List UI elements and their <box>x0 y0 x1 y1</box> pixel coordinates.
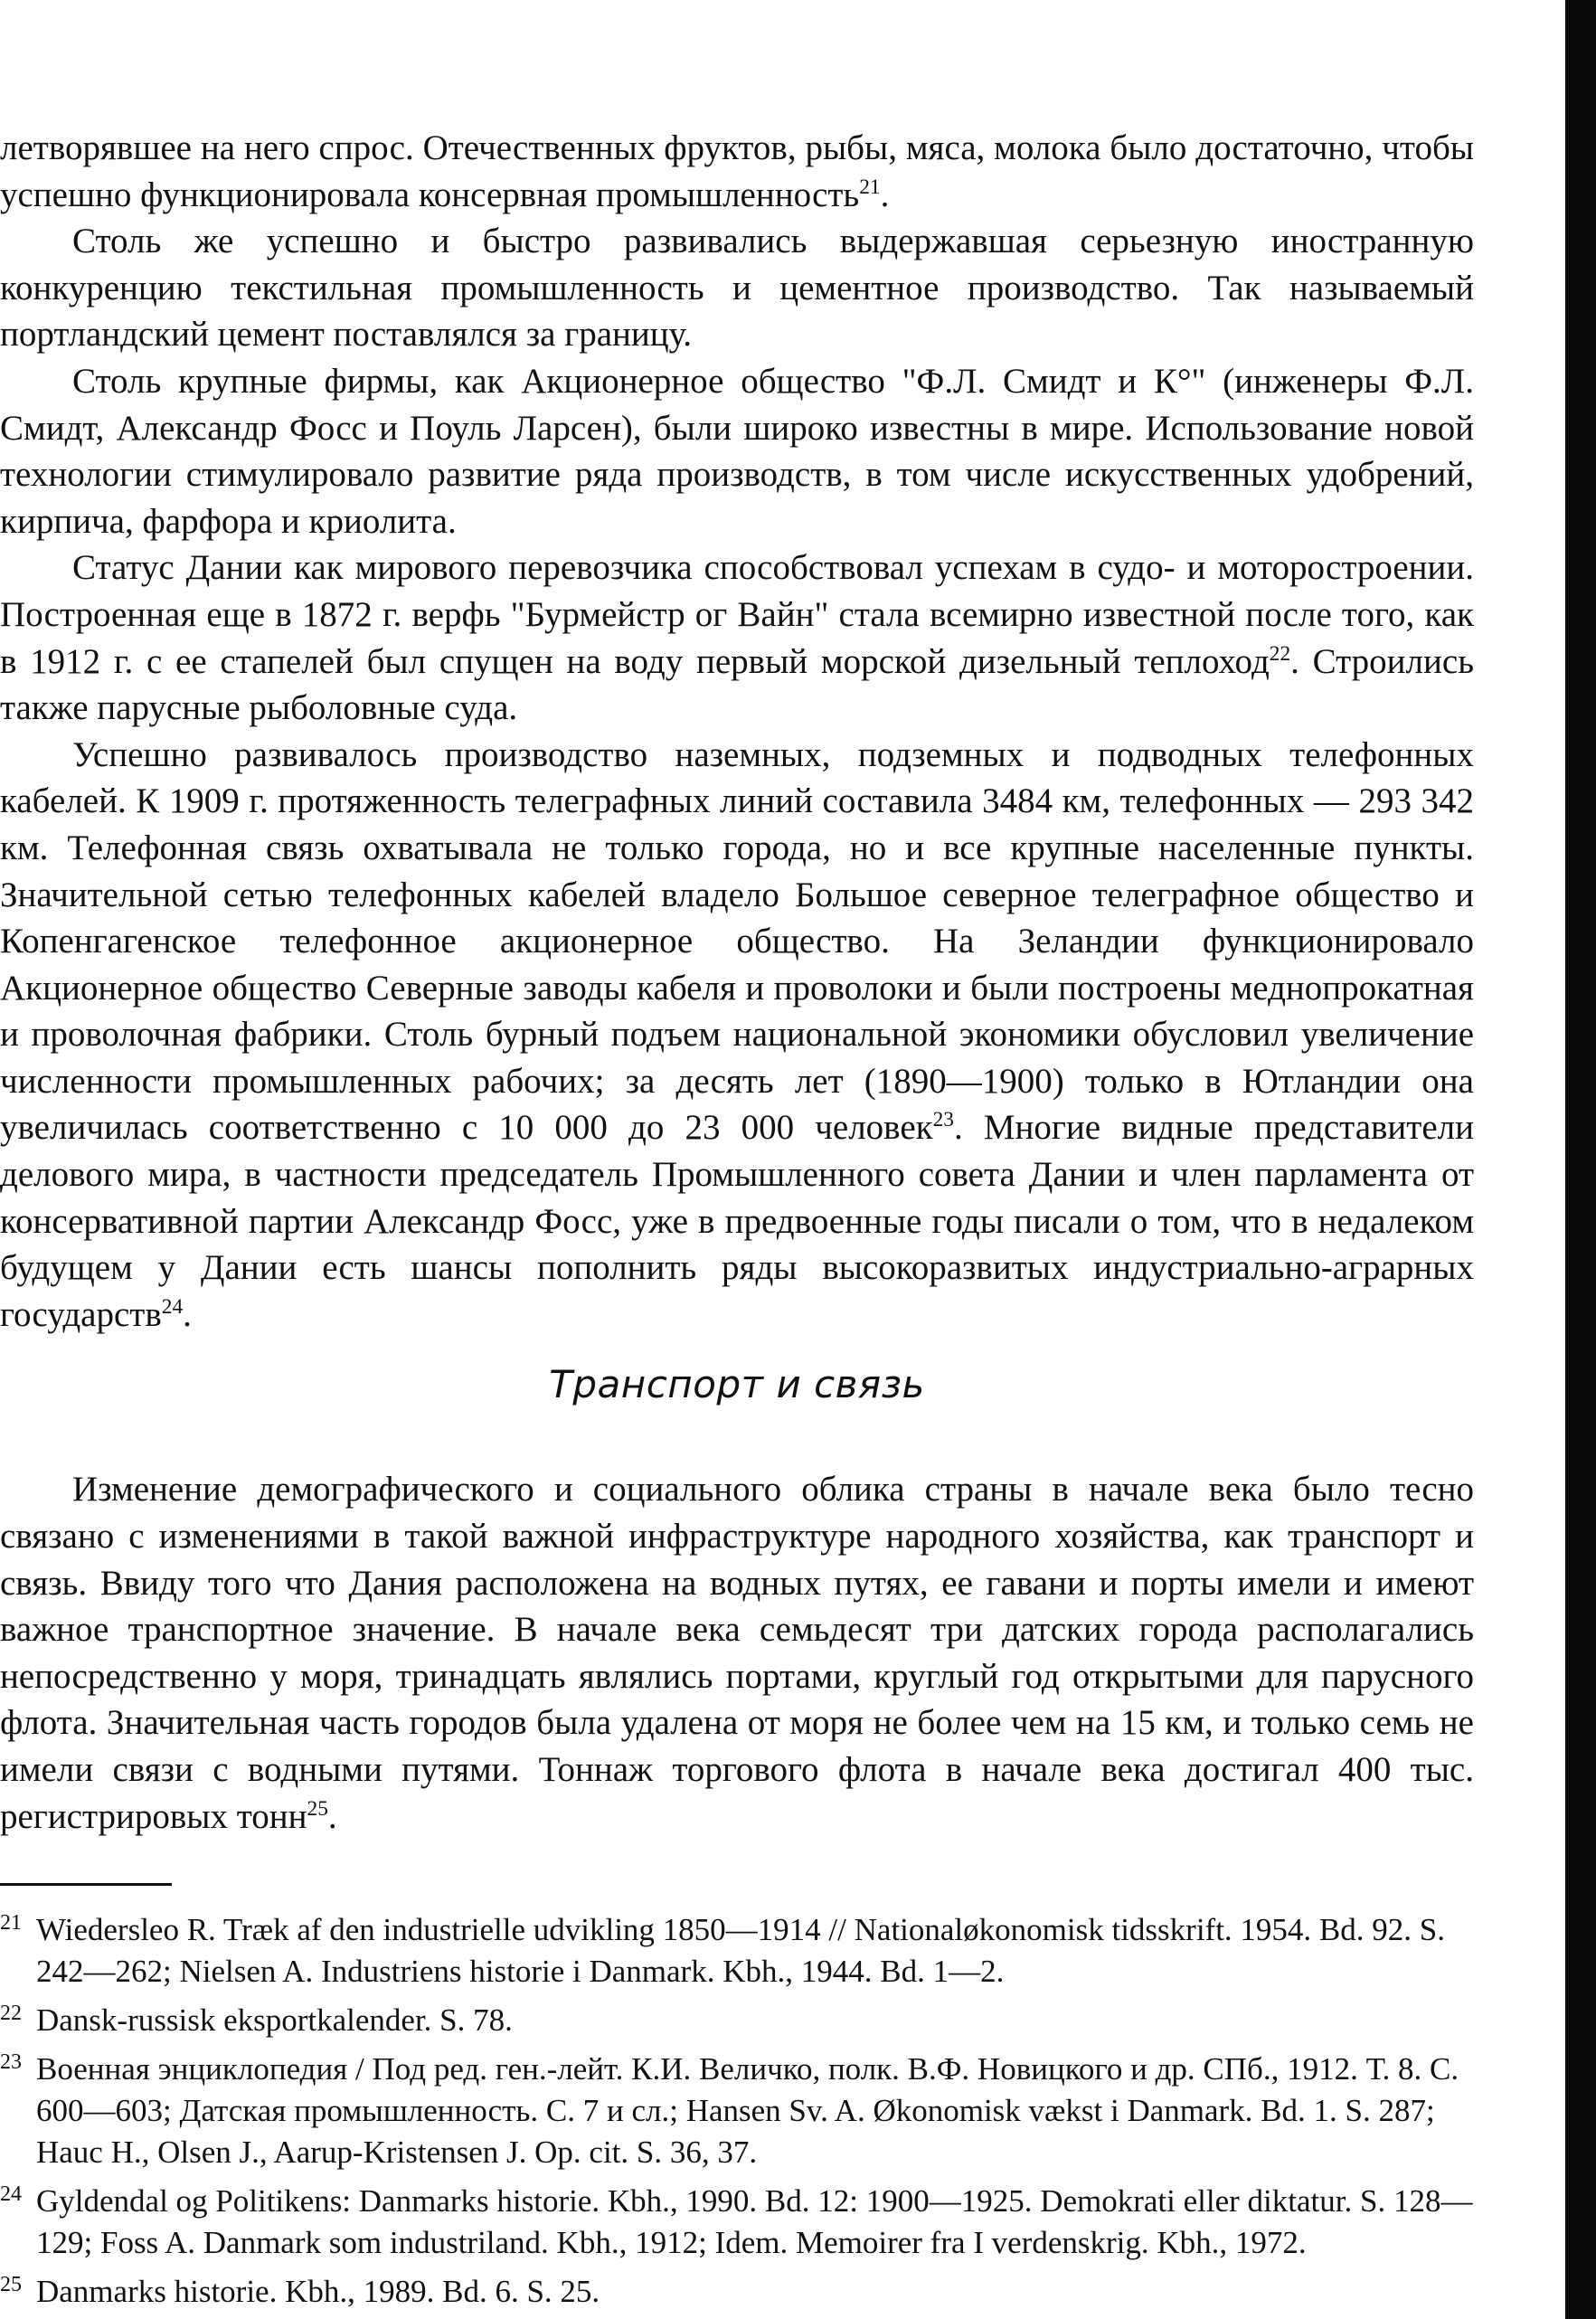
footnote-number: 25 <box>0 2273 22 2297</box>
footnote-number: 23 <box>0 2050 22 2075</box>
footnote-number: 24 <box>0 2182 22 2207</box>
footnote-21 <box>0 1902 1474 1992</box>
paragraph-text: Изменение демографического и социального облика страны в начале века было тесно связано с изменениями в такой важной инфраструктуре народного хозяйства, как транспорт и связь. Ввиду того что Дания расположена на водных путях, ее гавани и порты имели и имеют важное транспортное значение. В начале века семьдесят три датских города располагались непосредственно у моря, тринадцать являлись портами, круглый год открытыми для парусного флота. Значительная часть городов была удалена от моря не более чем на 15 км, и только семь не имели связи с водными путями. Тоннаж торгового флота в начале века достигал 400 тыс. регистрировых тонн <box>0 1470 1474 1836</box>
body-paragraph-5 <box>0 732 1474 1339</box>
footnotes-list <box>0 1902 1474 2313</box>
body-paragraph-4 <box>0 544 1474 731</box>
footnote-ref-21[interactable]: 21 <box>859 175 881 199</box>
footnote-ref-23[interactable]: 23 <box>932 1108 954 1132</box>
footnote-text: Wiedersleo R. Træk af den industrielle udvikling 1850—1914 // Nationaløkonomisk tidsskrift. 1954. Bd. 92. S. 242—262; Nielsen A. Industriens historie i Danmark. Kbh., 1944. Bd. 1—2. <box>36 1912 1445 1990</box>
section-heading: Транспорт и связь <box>549 1362 925 1407</box>
paragraph-text: Столь же успешно и быстро развивались выдержавшая серьезную иностранную конкуренцию текстильная промышленность и цементное производство. Так называемый портландский цемент поставлялся за границу. <box>0 222 1474 355</box>
paragraph-text: Статус Дании как мирового перевозчика способствовал успехам в судо- и моторостроении. Построенная еще в 1872 г. верфь "Бурмейстр ог Вайн" стала всемирно известной после того, как в 1912 г. с ее стапелей был спущен на воду первый морской дизельный теплоход <box>0 548 1474 681</box>
footnote-ref-24[interactable]: 24 <box>161 1294 184 1319</box>
footnote-ref-25[interactable]: 25 <box>307 1796 328 1821</box>
footnote-text: Danmarks historie. Kbh., 1989. Bd. 6. S. 25. <box>36 2274 600 2310</box>
body-paragraph-3 <box>0 358 1474 544</box>
paragraph-text: Успешно развивалось производство наземных, подземных и подводных телефонных кабелей. К 1909 г. протяженность телеграфных линий составила 3484 км, телефонных — 293 342 км. Телефонная связь охватывала не только города, но и все крупные населенные пункты. Значительной сетью телефонных кабелей владело Большое северное телеграфное общество и Копенгагенское телефонное акционерное общество. На Зеландии функционировало Акционерное общество Северные заводы кабеля и проволоки и были построены меднопрокатная и проволочная фабрики. Столь бурный подъем национальной экономики обусловил увеличение численности промышленных рабочих; за десять лет (1890—1900) только в Ютландии она увеличилась соответственно с 10 000 до 23 000 человек <box>0 734 1474 1148</box>
scan-edge-border <box>1565 0 1596 2319</box>
footnote-25 <box>0 2264 1474 2313</box>
footnote-number: 22 <box>0 2002 22 2026</box>
footnote-24 <box>0 2173 1474 2264</box>
paragraph-text-tail: . Строились также парусные рыболовные суда. <box>0 641 1474 728</box>
footnote-22 <box>0 1992 1474 2041</box>
footnote-ref-22[interactable]: 22 <box>1269 641 1291 666</box>
footnote-text: Военная энциклопедия / Под ред. ген.-лейт. К.И. Величко, полк. В.Ф. Новицкого и др. СПб., 1912. Т. 8. С. 600—603; Датская промышленность. С. 7 и сл.; Hansen Sv. A. Økonomisk vækst i Danmark. Bd. 1. S. 287; Hauc H., Olsen J., Aarup-Kristensen J. Op. cit. S. 36, 37. <box>36 2051 1459 2171</box>
footnote-text: Gyldendal og Politikens: Danmarks historie. Kbh., 1990. Bd. 12: 1900—1925. Demokrati eller diktatur. S. 128—129; Foss A. Danmark som industriland. Kbh., 1912; Idem. Memoirer fra I verdenskrig. Kbh., 1972. <box>36 2183 1473 2261</box>
body-paragraph-2 <box>0 218 1474 358</box>
paragraph-text-tail: . <box>880 175 890 214</box>
page-content <box>0 125 1474 2313</box>
paragraph-text: летворявшее на него спрос. Отечественных фруктов, рыбы, мяса, молока было достаточно, чтобы успешно функционировала консервная промышленность <box>0 128 1474 214</box>
footnote-divider <box>0 1883 172 1886</box>
footnote-number: 21 <box>0 1911 22 1936</box>
body-paragraph-1 <box>0 125 1474 218</box>
paragraph-text: Столь крупные фирмы, как Акционерное общество "Ф.Л. Смидт и К°" (инженеры Ф.Л. Смидт, Александр Фосс и Поуль Ларсен), были широко известны в мире. Использование новой технологии стимулировало развитие ряда производств, в том числе искусственных удобрений, кирпича, фарфора и криолита. <box>0 361 1474 541</box>
footnote-text: Dansk-russisk eksportkalender. S. 78. <box>36 2002 513 2039</box>
footnote-23 <box>0 2041 1474 2173</box>
paragraph-text-tail: . <box>183 1294 192 1334</box>
body-paragraph-6 <box>0 1466 1474 1840</box>
paragraph-text-tail: . <box>327 1796 337 1836</box>
paragraph-text-continued: . Многие видные представители делового мира, в частности председатель Промышленного совета Дании и член парламента от консервативной партии Александр Фосс, уже в предвоенные годы писали о том, что в недалеком будущем у Дании есть шансы пополнить ряды высокоразвитых индустриально-аграрных государств <box>0 1108 1474 1334</box>
